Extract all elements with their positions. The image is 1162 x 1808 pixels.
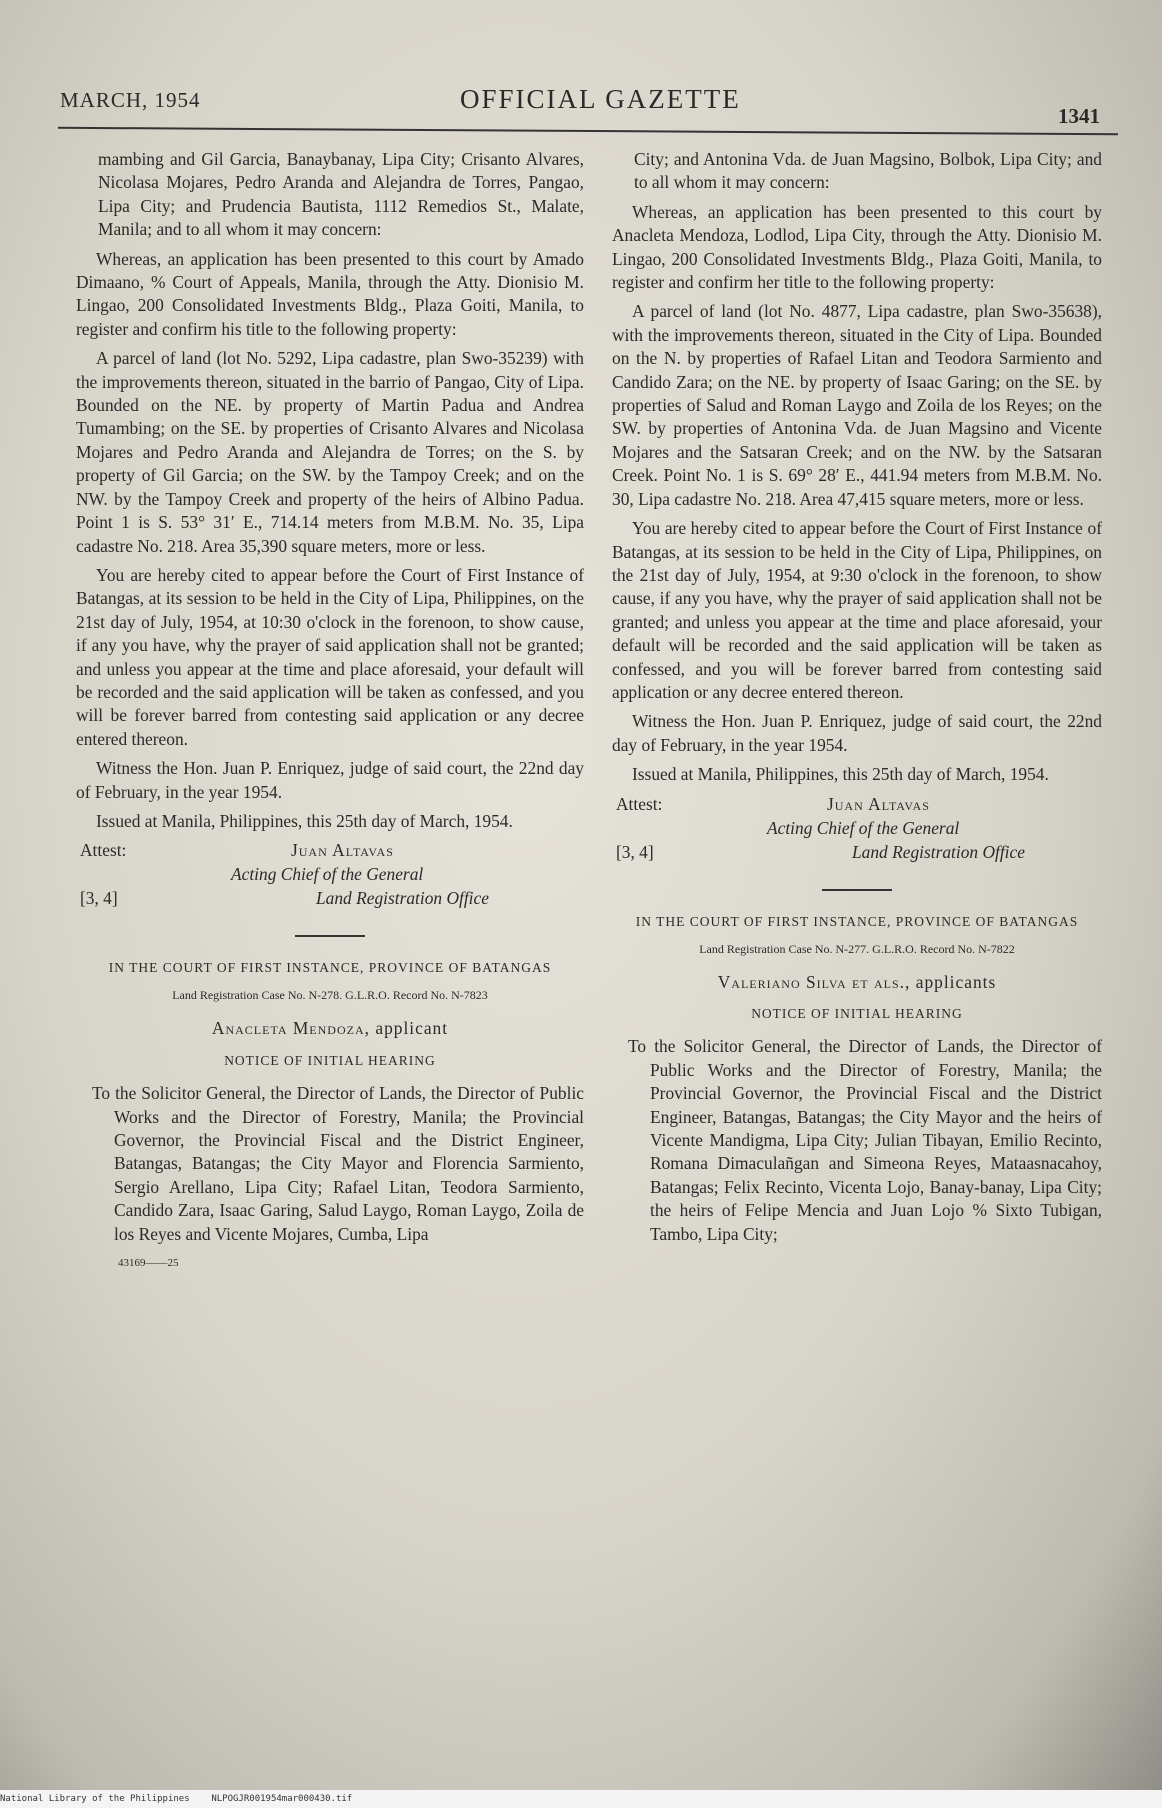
right-attest-ref: [3, 4] [616, 841, 654, 862]
right-column [612, 148, 1102, 1252]
left-print-code: 43169——25 [118, 1257, 179, 1270]
left-attest-name: Juan Altavas [291, 840, 394, 861]
left-applicant-line [76, 1017, 584, 1040]
left-column [76, 148, 584, 1275]
left-attest-label: Attest: [80, 840, 127, 861]
right-attest-title-line2: Land Registration Office [852, 841, 1025, 862]
footer-file: NLPOGJR001954mar000430.tif [211, 1794, 353, 1804]
right-notice-heading: NOTICE OF INITIAL HEARING [751, 1005, 963, 1021]
right-issued-paragraph: Issued at Manila, Philippines, this 25th day of March, 1954. [632, 764, 1049, 785]
left-addressee-continued: mambing and Gil Garcia, Banaybanay, Lipa City; Crisanto Alvares, Nicolasa Mojares, Pedro Aranda and Alejandra de Torres, Pangao, Lipa City; and Prudencia Bautista, 1112 Remedios St., Malate, Manila; and to all whom it may concern: [98, 149, 584, 240]
right-citation-paragraph: You are hereby cited to appear before the Court of First Instance of Batangas, at its session to be held in the City of Lipa, Philippines, on the 21st day of July, 1954, at 9:30 o'clock in the forenoon, to show cause, if any you have, why the prayer of said application shall not be granted; and unless you appear at the time and place aforesaid, your default will be recorded and the said application will be taken as confessed, and you will be forever barred from contesting said application or any decree entered thereon. [612, 518, 1102, 702]
right-applicant-name: Valeriano Silva et als., [717, 971, 911, 992]
right-addressee-continued: City; and Antonina Vda. de Juan Magsino, Bolbok, Lipa City; and to all whom it may concern: [634, 149, 1102, 193]
header-rule [58, 127, 1118, 135]
right-addressee-list: To the Solicitor General, the Director of Lands, the Director of Public Works and the Director of Forestry, Manila; the Provincial Governor, the Provincial Fiscal and the District Engineer, Batangas, Batangas; the City Mayor and the heirs of Vicente Mandigma, Lipa City; Julian Tibayan, Emilio Recinto, Romana Dimaculañgan and Simeona Reyes, Mataasnacahoy, Batangas; Felix Recinto, Vicenta Lojo, Banay-banay, Lipa City; the heirs of Felipe Mencia and Juan Lojo % Sixto Tubigan, Tambo, Lipa City; [628, 1036, 1102, 1244]
left-applicant-role: applicant [375, 1018, 449, 1039]
left-parcel-description: A parcel of land (lot No. 5292, Lipa cadastre, plan Swo-35239) with the improvements thereon, situated in the barrio of Pangao, City of Lipa. Bounded on the NE. by property of Martin Padua and Andrea Tumambing; on the SE. by properties of Crisanto Alvares and Nicolasa Mojares and Pedro Aranda and Alejandra de Torres; on the S. by property of Gil Garcia; on the SW. by the Tampoy Creek; and on the NW. by the Tampoy Creek and property of the heirs of Albino Padua. Point 1 is S. 53° 31′ E., 714.14 meters from M.B.M. No. 35, Lipa cadastre No. 218. Area 35,390 square meters, more or less. [76, 348, 584, 556]
left-citation-paragraph: You are hereby cited to appear before the Court of First Instance of Batangas, at its session to be held in the City of Lipa, Philippines, on the 21st day of July, 1954, at 10:30 o'clock in the forenoon, to show cause, if any you have, why the prayer of said application shall not be granted; and unless you appear at the time and place aforesaid, your default will be recorded and the said application will be taken as confessed, and you will be forever barred from contesting said application or any decree entered thereon. [76, 564, 584, 749]
left-notice-heading: NOTICE OF INITIAL HEARING [224, 1052, 436, 1068]
right-court-heading: IN THE COURT OF FIRST INSTANCE, PROVINCE OF BATANGAS [635, 913, 1079, 929]
right-attest-label: Attest: [616, 793, 663, 814]
scan-footer [0, 1790, 1162, 1808]
left-attest-title-line2: Land Registration Office [316, 888, 489, 909]
header-page-number: 1341 [1058, 104, 1100, 128]
left-court-heading: IN THE COURT OF FIRST INSTANCE, PROVINCE OF BATANGAS [108, 960, 552, 976]
left-issued-paragraph: Issued at Manila, Philippines, this 25th day of March, 1954. [96, 810, 513, 831]
header-title: OFFICIAL GAZETTE [460, 84, 741, 114]
left-section-divider [295, 935, 365, 937]
right-attestation [612, 793, 1102, 871]
left-whereas-paragraph: Whereas, an application has been presented to this court by Amado Dimaano, % Court of Appeals, Manila, through the Atty. Dionisio M. Lingao, 200 Consolidated Investments Bldg., Plaza Goiti, Manila, to register and confirm his title to the following property: [76, 248, 584, 339]
left-witness-paragraph: Witness the Hon. Juan P. Enriquez, judge of said court, the 22nd day of February, in the year 1954. [76, 758, 584, 802]
footer-library: National Library of the Philippines [0, 1794, 190, 1804]
right-parcel-description: A parcel of land (lot No. 4877, Lipa cadastre, plan Swo-35638), with the improvements thereon, situated in the City of Lipa. Bounded on the N. by properties of Rafael Litan and Teodora Sarmiento and Candido Zara; on the NE. by property of Isaac Garing; on the SE. by properties of Salud and Roman Laygo and Zoila de los Reyes; on the SW. by properties of Antonina Vda. de Juan Magsino and Vicente Mojares and the Satsaran Creek; and on the NW. by the Satsaran Creek. Point No. 1 is S. 69° 28′ E., 441.94 meters from M.B.M. No. 30, Lipa cadastre No. 218. Area 47,415 square meters, more or less. [612, 301, 1102, 509]
left-applicant-name: Anacleta Mendoza, [211, 1018, 370, 1039]
left-attest-ref: [3, 4] [80, 888, 118, 909]
right-applicant-role: applicants [915, 971, 997, 992]
left-attest-title-line1: Acting Chief of the General [231, 864, 424, 885]
right-whereas-paragraph: Whereas, an application has been presented to this court by Anacleta Mendoza, Lodlod, Lipa City, through the Atty. Dionisio M. Lingao, 200 Consolidated Investments Bldg., Plaza Goiti, Manila, to register and confirm her title to the following property: [612, 201, 1102, 293]
left-addressee-list: To the Solicitor General, the Director of Lands, the Director of Public Works and the Director of Forestry, Manila; the Provincial Governor, the Provincial Fiscal and the District Engineer, Batangas, Batangas; the City Mayor and Florencia Sarmiento, Sergio Arellano, Lipa City; Rafael Litan, Teodora Sarmiento, Candido Zara, Isaac Garing, Salud Laygo, Roman Laygo, Zoila de los Reyes and Vicente Mojares, Cumba, Lipa [92, 1083, 584, 1244]
right-applicant-line [612, 971, 1102, 994]
right-case-number: Land Registration Case No. N-277. G.L.R.O. Record No. N-7822 [699, 941, 1015, 956]
right-witness-paragraph: Witness the Hon. Juan P. Enriquez, judge of said court, the 22nd day of February, in the year 1954. [612, 711, 1102, 755]
right-attest-title-line1: Acting Chief of the General [767, 817, 960, 838]
left-attestation [76, 839, 584, 917]
header-month: MARCH, 1954 [60, 88, 201, 112]
left-case-number: Land Registration Case No. N-278. G.L.R.O. Record No. N-7823 [172, 988, 488, 1003]
right-section-divider [822, 889, 892, 891]
right-attest-name: Juan Altavas [827, 793, 930, 814]
